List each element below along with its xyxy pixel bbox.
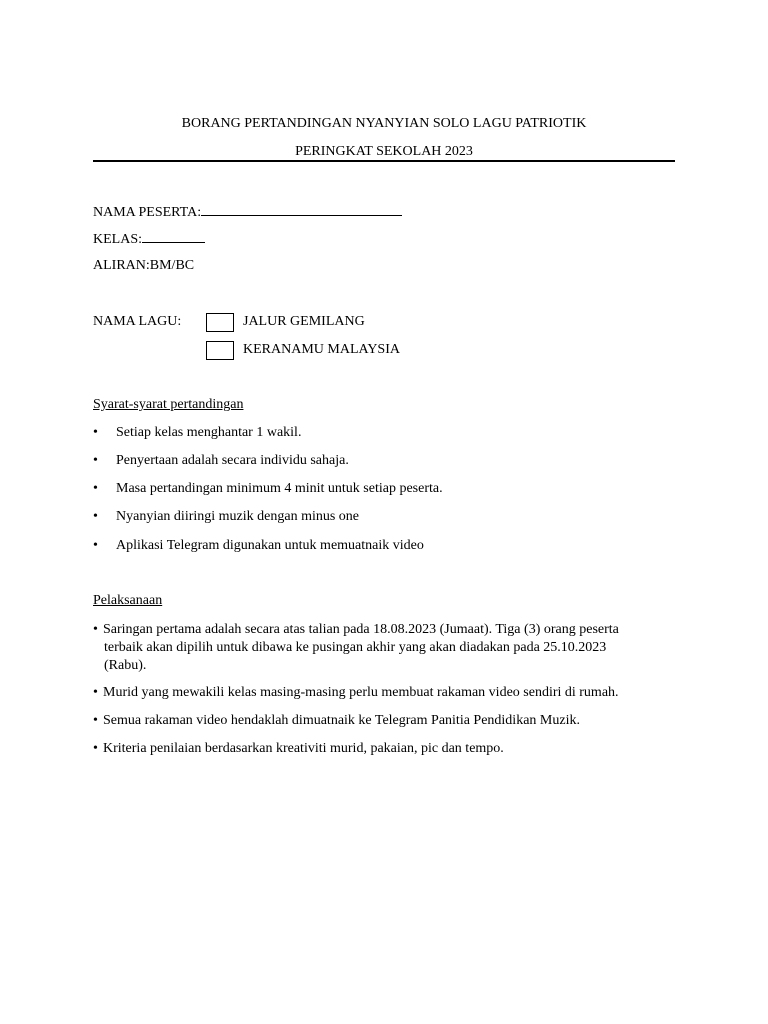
song-option-jalur-gemilang: JALUR GEMILANG <box>243 314 365 329</box>
song-option-keranamu-malaysia: KERANAMU MALAYSIA <box>243 342 400 357</box>
bullet-icon: • <box>93 509 98 524</box>
bullet-icon: • <box>93 622 98 637</box>
form-subtitle: PERINGKAT SEKOLAH 2023 <box>295 144 473 159</box>
list-item-text: Setiap kelas menghantar 1 wakil. <box>116 425 302 440</box>
list-item-text: Murid yang mewakili kelas masing-masing perlu membuat rakaman video sendiri di rumah. <box>103 685 619 700</box>
list-item-text: Saringan pertama adalah secara atas talian pada 18.08.2023 (Jumaat). Tiga (3) orang peserta <box>103 622 619 637</box>
list-item-text: Nyanyian diiringi muzik dengan minus one <box>116 509 360 524</box>
syarat-heading: Syarat-syarat pertandingan <box>93 397 244 412</box>
aliran-field: ALIRAN:BM/BC <box>93 258 195 273</box>
bullet-icon: • <box>93 425 98 440</box>
nama-peserta-field <box>93 202 402 222</box>
bullet-icon: • <box>93 453 98 468</box>
nama-peserta-label: NAMA PESERTA: <box>93 205 202 220</box>
list-item-text: Masa pertandingan minimum 4 minit untuk setiap peserta. <box>116 481 443 496</box>
kelas-label: KELAS: <box>93 232 142 247</box>
list-item-text-continued: terbaik akan dipilih untuk dibawa ke pusingan akhir yang akan diadakan pada 25.10.2023 <box>104 640 607 655</box>
checkbox-jalur-gemilang[interactable] <box>206 313 234 332</box>
bullet-icon: • <box>93 685 98 700</box>
bullet-icon: • <box>93 481 98 496</box>
nama-lagu-label: NAMA LAGU: <box>93 314 182 329</box>
list-item-text: Kriteria penilaian berdasarkan kreativiti murid, pakaian, pic dan tempo. <box>103 741 504 756</box>
kelas-blank[interactable] <box>142 229 205 243</box>
bullet-icon: • <box>93 741 98 756</box>
nama-peserta-blank[interactable] <box>201 202 402 216</box>
list-item-text-continued: (Rabu). <box>104 658 147 673</box>
bullet-icon: • <box>93 713 98 728</box>
bullet-icon: • <box>93 538 98 553</box>
form-title: BORANG PERTANDINGAN NYANYIAN SOLO LAGU PATRIOTIK <box>181 116 587 131</box>
kelas-field <box>93 229 205 249</box>
list-item-text: Penyertaan adalah secara individu sahaja. <box>116 453 349 468</box>
checkbox-keranamu-malaysia[interactable] <box>206 341 234 360</box>
list-item-text: Aplikasi Telegram digunakan untuk memuatnaik video <box>116 538 424 553</box>
title-divider <box>93 160 675 162</box>
list-item-text: Semua rakaman video hendaklah dimuatnaik ke Telegram Panitia Pendidikan Muzik. <box>103 713 580 728</box>
pelaksanaan-heading: Pelaksanaan <box>93 593 163 608</box>
